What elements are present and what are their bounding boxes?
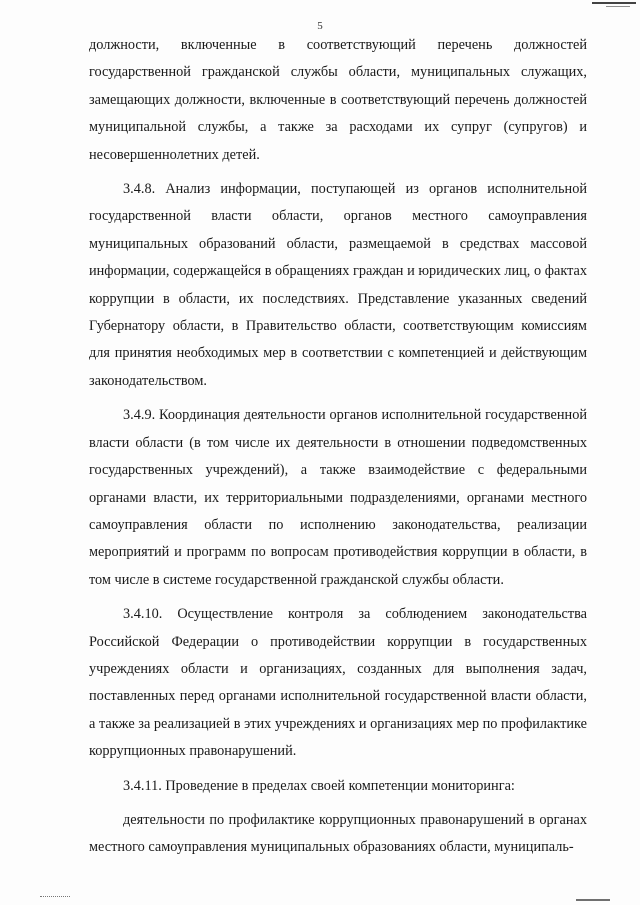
paragraph-3-4-11: 3.4.11. Проведение в пределах своей компетенции мониторинга: [123,777,515,794]
scan-artifact-top [592,2,636,4]
scan-artifact-top-secondary [606,6,630,7]
paragraph-3-4-8: 3.4.8. Анализ информации, поступающей из органов исполнительной государственной власти области, органов местного самоуправления муниципальных образований области, размещаемой в средствах массовой информации, содержащейся в обращениях граждан и юридических лиц, о фактах коррупции в области, их последствиях. Представление указанных сведений Губернатору области, в Правительство области, соответствующим комиссиям для принятия необходимых мер в соответствии с компетенцией и действующим законодательством. [89,181,587,389]
paragraph-3-4-9: 3.4.9. Координация деятельности органов исполнительной государственной власти области (в том числе их деятельности в отношении подведомственных государственных учреждений), а также взаимодействие с федеральными органами власти, их территориальными подразделениями, органами местного самоуправления области по исполнению законодательства, реализации мероприятий и программ по вопросам противодействия коррупции в области, в том числе в системе государственной гражданской службы области. [89,407,587,588]
scan-artifact-bottom-left [40,896,70,899]
scan-artifact-bottom-right [576,899,610,901]
paragraph-continuation: должности, включенные в соответствующий перечень должностей государственной гражданской службы области, муниципальных служащих, замещающих должности, включенные в соответствующий перечень должностей муниципальной службы, а также за расходами их супруг (супругов) и несовершеннолетних детей. [89,37,587,163]
page-number: 5 [317,20,323,32]
document-body [89,32,587,862]
paragraph-monitoring-item: деятельности по профилактике коррупционных правонарушений в органах местного самоуправления муниципальных образованиях области, муниципаль- [89,811,587,856]
paragraph-3-4-10: 3.4.10. Осуществление контроля за соблюдением законодательства Российской Федерации о противодействии коррупции в государственных учреждениях области и организациях, созданных для выполнения задач, поставленных перед органами исполнительной государственной власти области, а также за реализацией в этих учреждениях и организациях мер по профилактике коррупционных правонарушений. [89,606,587,760]
